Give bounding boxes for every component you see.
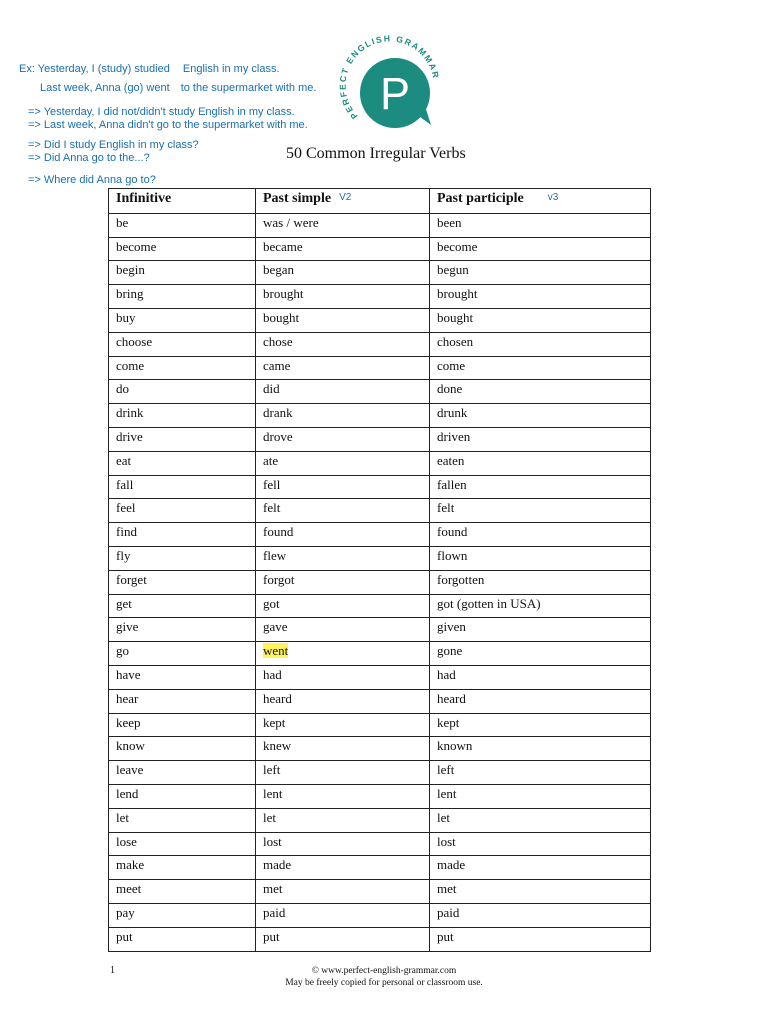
infinitive-text: eat — [116, 452, 132, 468]
past-simple-cell — [256, 451, 430, 475]
header-past-simple-label: Past simple — [263, 191, 332, 206]
v3-tag: v3 — [547, 192, 559, 203]
table-row — [109, 880, 651, 904]
note-question-2: => Did Anna go to the...? — [28, 152, 150, 164]
past-simple-text: met — [263, 881, 283, 897]
infinitive-text: feel — [116, 500, 136, 516]
past-participle-cell — [430, 475, 651, 499]
infinitive-text: keep — [116, 714, 141, 730]
table-row — [109, 523, 651, 547]
past-simple-text: had — [263, 666, 282, 682]
infinitive-text: hear — [116, 690, 139, 706]
past-simple-text: came — [263, 357, 291, 373]
infinitive-cell — [109, 332, 256, 356]
past-simple-cell — [256, 856, 430, 880]
table-row — [109, 475, 651, 499]
past-simple-cell — [256, 308, 430, 332]
infinitive-cell — [109, 856, 256, 880]
past-participle-cell — [430, 618, 651, 642]
table-row — [109, 499, 651, 523]
header-infinitive — [109, 189, 256, 214]
infinitive-cell — [109, 451, 256, 475]
infinitive-text: let — [116, 809, 129, 825]
footer-license: May be freely copied for personal or classroom use. — [285, 978, 483, 988]
table-row — [109, 713, 651, 737]
infinitive-cell — [109, 737, 256, 761]
past-simple-cell — [256, 832, 430, 856]
past-participle-cell — [430, 332, 651, 356]
infinitive-cell — [109, 927, 256, 951]
past-simple-text: found — [263, 524, 294, 540]
past-participle-cell — [430, 761, 651, 785]
past-simple-cell — [256, 642, 430, 666]
infinitive-text: do — [116, 381, 129, 397]
past-participle-text: put — [437, 928, 454, 944]
past-simple-text: fell — [263, 476, 281, 492]
page-title: 50 Common Irregular Verbs — [286, 145, 466, 162]
past-simple-text: forgot — [263, 571, 295, 587]
table-row — [109, 404, 651, 428]
past-simple-cell — [256, 761, 430, 785]
brand-logo — [333, 22, 445, 134]
table-row — [109, 380, 651, 404]
table-row — [109, 237, 651, 261]
past-participle-cell — [430, 737, 651, 761]
infinitive-cell — [109, 261, 256, 285]
infinitive-cell — [109, 570, 256, 594]
past-participle-text: forgotten — [437, 571, 485, 587]
header-past-participle-label: Past participle — [437, 191, 524, 206]
past-participle-text: found — [437, 524, 468, 540]
note-example-2-a: Last week, Anna (go) went — [40, 82, 170, 94]
past-simple-cell — [256, 713, 430, 737]
past-simple-text: did — [263, 381, 280, 397]
past-participle-text: drunk — [437, 405, 468, 421]
past-participle-cell — [430, 213, 651, 237]
highlighted-word: went — [263, 643, 289, 659]
infinitive-cell — [109, 713, 256, 737]
past-participle-cell — [430, 380, 651, 404]
past-participle-text: left — [437, 762, 455, 778]
infinitive-text: choose — [116, 333, 153, 349]
past-simple-cell — [256, 689, 430, 713]
table-row — [109, 642, 651, 666]
table-row — [109, 737, 651, 761]
table-row — [109, 285, 651, 309]
table-row — [109, 618, 651, 642]
past-participle-text: paid — [437, 904, 460, 920]
past-participle-cell — [430, 523, 651, 547]
past-simple-cell — [256, 927, 430, 951]
past-participle-text: had — [437, 666, 456, 682]
past-participle-text: made — [437, 857, 466, 873]
infinitive-text: buy — [116, 309, 136, 325]
past-participle-text: lent — [437, 785, 457, 801]
past-simple-text: let — [263, 809, 276, 825]
infinitive-text: drink — [116, 405, 144, 421]
past-participle-text: let — [437, 809, 450, 825]
infinitive-cell — [109, 380, 256, 404]
table-row — [109, 594, 651, 618]
infinitive-text: fly — [116, 547, 131, 563]
past-simple-cell — [256, 880, 430, 904]
infinitive-cell — [109, 213, 256, 237]
table-row — [109, 665, 651, 689]
infinitive-text: put — [116, 928, 133, 944]
past-participle-text: flown — [437, 547, 468, 563]
infinitive-cell — [109, 594, 256, 618]
infinitive-cell — [109, 546, 256, 570]
table-row — [109, 332, 651, 356]
note-question-3: => Where did Anna go to? — [28, 174, 156, 186]
infinitive-text: lose — [116, 833, 137, 849]
past-simple-text: put — [263, 928, 280, 944]
header-past-participle — [430, 189, 651, 214]
past-participle-cell — [430, 570, 651, 594]
past-simple-text: ate — [263, 452, 279, 468]
past-simple-cell — [256, 903, 430, 927]
infinitive-cell — [109, 404, 256, 428]
infinitive-text: drive — [116, 428, 143, 444]
past-simple-cell — [256, 499, 430, 523]
past-simple-cell — [256, 237, 430, 261]
past-simple-cell — [256, 380, 430, 404]
past-participle-text: chosen — [437, 333, 474, 349]
infinitive-text: be — [116, 214, 129, 230]
past-simple-cell — [256, 475, 430, 499]
table-row — [109, 451, 651, 475]
past-participle-text: kept — [437, 714, 460, 730]
infinitive-text: lend — [116, 785, 139, 801]
past-participle-cell — [430, 451, 651, 475]
past-simple-text: knew — [263, 738, 292, 754]
infinitive-text: leave — [116, 762, 144, 778]
past-simple-text: was / were — [263, 214, 319, 230]
infinitive-text: give — [116, 619, 139, 635]
infinitive-text: become — [116, 238, 157, 254]
past-simple-text: bought — [263, 309, 300, 325]
note-question-1: => Did I study English in my class? — [28, 139, 199, 151]
past-participle-cell — [430, 499, 651, 523]
past-participle-cell — [430, 642, 651, 666]
past-simple-text: began — [263, 262, 295, 278]
table-row — [109, 832, 651, 856]
footer-copyright: © www.perfect-english-grammar.com — [311, 966, 457, 976]
past-participle-cell — [430, 261, 651, 285]
table-row — [109, 261, 651, 285]
infinitive-text: know — [116, 738, 145, 754]
infinitive-cell — [109, 832, 256, 856]
past-simple-text: lost — [263, 833, 282, 849]
past-simple-cell — [256, 285, 430, 309]
infinitive-cell — [109, 689, 256, 713]
table-row — [109, 427, 651, 451]
infinitive-text: pay — [116, 904, 135, 920]
past-participle-text: begun — [437, 262, 469, 278]
past-simple-cell — [256, 356, 430, 380]
past-simple-text: drank — [263, 405, 293, 421]
infinitive-text: make — [116, 857, 145, 873]
page-number: 1 — [110, 965, 115, 976]
past-participle-text: bought — [437, 309, 474, 325]
past-simple-text: chose — [263, 333, 293, 349]
infinitive-cell — [109, 880, 256, 904]
table-row — [109, 927, 651, 951]
past-simple-cell — [256, 665, 430, 689]
infinitive-text: fall — [116, 476, 134, 492]
past-participle-text: done — [437, 381, 463, 397]
infinitive-cell — [109, 808, 256, 832]
past-participle-cell — [430, 832, 651, 856]
past-simple-text: flew — [263, 547, 287, 563]
past-participle-text: met — [437, 881, 457, 897]
header-infinitive-label: Infinitive — [116, 191, 172, 206]
past-participle-cell — [430, 713, 651, 737]
header-past-simple — [256, 189, 430, 214]
infinitive-cell — [109, 427, 256, 451]
note-example-2-b: to the supermarket with me. — [180, 82, 317, 94]
infinitive-text: find — [116, 524, 137, 540]
past-simple-cell — [256, 570, 430, 594]
logo-arc-text-path: PERFECT ENGLISH GRAMMAR — [337, 33, 442, 122]
infinitive-text: bring — [116, 286, 144, 302]
infinitive-cell — [109, 903, 256, 927]
infinitive-text: forget — [116, 571, 147, 587]
logo-letter: P — [379, 68, 411, 119]
infinitive-text: have — [116, 666, 141, 682]
past-participle-text: felt — [437, 500, 455, 516]
note-example-label: Ex: — [19, 63, 35, 75]
infinitive-text: come — [116, 357, 145, 373]
past-participle-text: gone — [437, 643, 463, 659]
past-participle-cell — [430, 903, 651, 927]
infinitive-text: meet — [116, 881, 142, 897]
table-body — [109, 213, 651, 951]
past-participle-text: come — [437, 357, 466, 373]
table-row — [109, 903, 651, 927]
past-participle-text: got (gotten in USA) — [437, 595, 541, 611]
past-participle-cell — [430, 784, 651, 808]
past-participle-cell — [430, 808, 651, 832]
past-participle-cell — [430, 546, 651, 570]
infinitive-cell — [109, 308, 256, 332]
past-simple-text: kept — [263, 714, 286, 730]
past-participle-cell — [430, 308, 651, 332]
past-simple-text: lent — [263, 785, 283, 801]
table-row — [109, 356, 651, 380]
table-row — [109, 808, 651, 832]
note-negative-1: => Yesterday, I did not/didn't study English in my class. — [28, 106, 295, 118]
table-header-row — [109, 189, 651, 214]
past-participle-cell — [430, 594, 651, 618]
past-simple-cell — [256, 808, 430, 832]
table-row — [109, 856, 651, 880]
past-simple-text: got — [263, 595, 280, 611]
infinitive-cell — [109, 499, 256, 523]
infinitive-text: begin — [116, 262, 145, 278]
infinitive-text: get — [116, 595, 132, 611]
infinitive-cell — [109, 784, 256, 808]
past-simple-text: heard — [263, 690, 292, 706]
infinitive-text: go — [116, 643, 129, 659]
past-simple-text: brought — [263, 286, 304, 302]
past-participle-text: known — [437, 738, 473, 754]
past-simple-cell — [256, 427, 430, 451]
past-simple-cell — [256, 594, 430, 618]
past-simple-cell — [256, 784, 430, 808]
past-simple-cell — [256, 618, 430, 642]
past-participle-text: given — [437, 619, 466, 635]
past-simple-cell — [256, 737, 430, 761]
infinitive-cell — [109, 285, 256, 309]
past-simple-text: paid — [263, 904, 286, 920]
irregular-verbs-table — [108, 188, 651, 952]
note-example-2 — [40, 82, 316, 94]
past-simple-cell — [256, 261, 430, 285]
past-simple-text: felt — [263, 500, 281, 516]
infinitive-cell — [109, 642, 256, 666]
past-participle-text: heard — [437, 690, 466, 706]
table-row — [109, 784, 651, 808]
infinitive-cell — [109, 618, 256, 642]
past-participle-text: brought — [437, 286, 478, 302]
past-participle-cell — [430, 880, 651, 904]
past-participle-cell — [430, 689, 651, 713]
past-simple-text: drove — [263, 428, 293, 444]
past-simple-text: gave — [263, 619, 288, 635]
infinitive-cell — [109, 475, 256, 499]
table-row — [109, 213, 651, 237]
infinitive-cell — [109, 665, 256, 689]
note-example-1-a: Yesterday, I (study) studied — [37, 63, 170, 75]
infinitive-cell — [109, 356, 256, 380]
past-participle-cell — [430, 856, 651, 880]
table-row — [109, 308, 651, 332]
past-simple-cell — [256, 404, 430, 428]
table-row — [109, 689, 651, 713]
past-simple-cell — [256, 213, 430, 237]
note-negative-2: => Last week, Anna didn't go to the supermarket with me. — [28, 119, 308, 131]
table-row — [109, 570, 651, 594]
table-row — [109, 546, 651, 570]
past-simple-cell — [256, 332, 430, 356]
past-participle-text: become — [437, 238, 478, 254]
past-participle-text: driven — [437, 428, 471, 444]
past-participle-cell — [430, 427, 651, 451]
table-row — [109, 761, 651, 785]
past-participle-text: eaten — [437, 452, 465, 468]
v2-tag: V2 — [339, 192, 352, 203]
past-simple-text: left — [263, 762, 281, 778]
past-participle-cell — [430, 927, 651, 951]
past-participle-text: been — [437, 214, 462, 230]
past-participle-text: fallen — [437, 476, 467, 492]
past-participle-cell — [430, 665, 651, 689]
past-participle-cell — [430, 404, 651, 428]
past-simple-text: became — [263, 238, 303, 254]
past-simple-text: made — [263, 857, 292, 873]
past-participle-cell — [430, 285, 651, 309]
infinitive-cell — [109, 761, 256, 785]
past-participle-text: lost — [437, 833, 456, 849]
past-simple-cell — [256, 546, 430, 570]
note-example-1-b: English in my class. — [182, 63, 280, 75]
past-participle-cell — [430, 237, 651, 261]
infinitive-cell — [109, 523, 256, 547]
past-simple-cell — [256, 523, 430, 547]
note-example-1 — [19, 63, 280, 75]
past-participle-cell — [430, 356, 651, 380]
infinitive-cell — [109, 237, 256, 261]
